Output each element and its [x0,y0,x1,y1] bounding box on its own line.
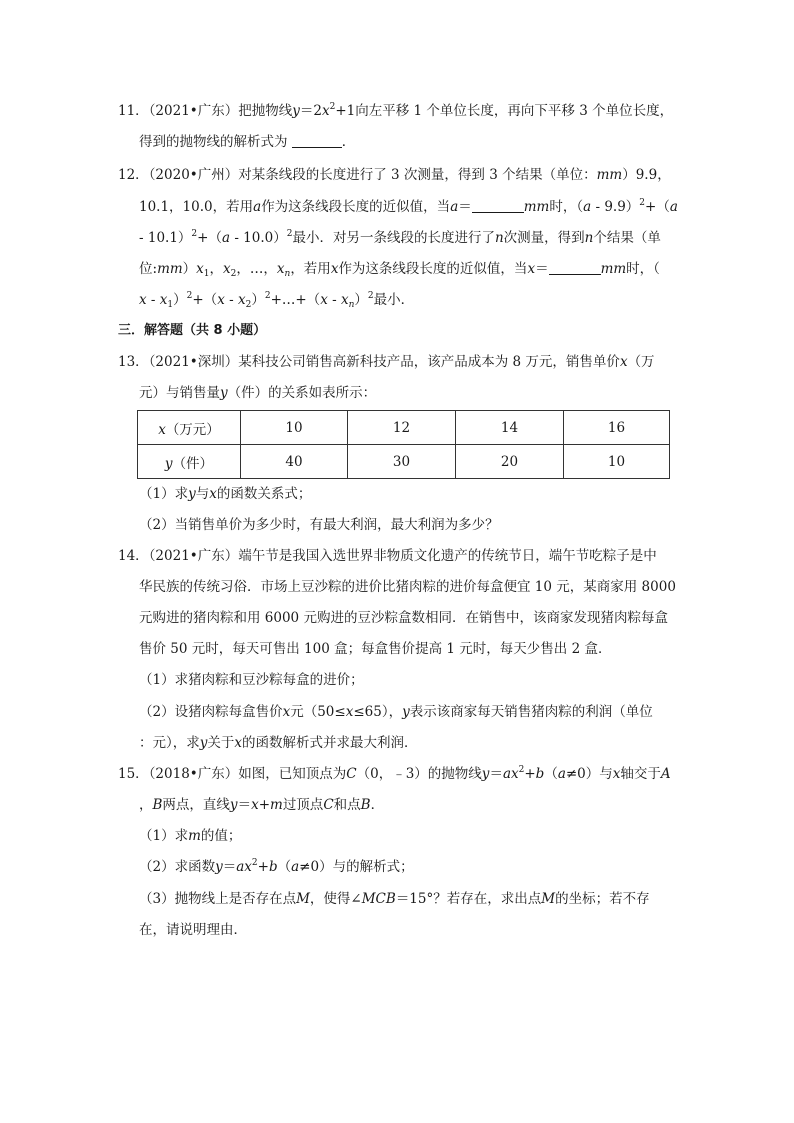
q15-part-3: （3）抛物线上是否存在点M，使得∠MCB＝15°？若存在，求出点M的坐标；若不存 [139,891,650,907]
table-cell: 10 [564,445,670,479]
q13-line-2: 元）与销售量y（件）的关系如表所示： [139,385,377,401]
q14-line-1: 14．（2021•广东）端午节是我国入选世界非物质文化遗产的传统节日，端午节吃粽子是中 [118,548,657,564]
table-header-y: y（件） [138,445,241,479]
q15-part-1: （1）求m的值； [139,828,242,844]
q15-source: （2018•广东） [148,766,239,782]
table-cell: 40 [241,445,348,479]
q14-part-2: （2）设猪肉粽每盒售价x元（50≤x≤65），y表示该商家每天销售猪肉粽的利润（单位 [139,704,653,720]
q15-part-3-cont: 在，请说明理由． [139,922,247,938]
q14-source: （2021•广东） [148,548,239,564]
q15-part-2: （2）求函数$y=ax^2+b(a\ne 0)$与的解析式； [139,858,414,875]
q11-line-2: 得到的抛物线的解析式为 ． [139,134,356,150]
q14-line-2: 华民族的传统习俗．市场上豆沙粽的进价比猪肉粽的进价每盒便宜 10 元，某商家用 8000 [139,579,676,595]
q12-line-2: 10.1，10.0，若用a作为这条线段长度的近似值，当a＝ mm时，（a - 9.9）$^2$+（a [139,198,678,215]
q14-part-2-cont: ：元），求y关于x的函数解析式并求最大利润． [139,735,418,751]
q15-line-2: ，B两点，直线y＝x+m过顶点C和点B． [139,797,385,813]
table-cell: 14 [456,411,564,445]
q15-line-1: 15．（2018•广东）如图，已知顶点为C（0，﹣3）的抛物线$y=ax^2+b(a\ne 0)$与x轴交于A [118,765,671,782]
q14-line-3: 元购进的猪肉粽和用 6000 元购进的豆沙粽盒数相同．在销售中，该商家发现猪肉粽每盒 [139,610,668,626]
q12-number: 12． [118,167,149,183]
table-header-x: x（万元） [138,411,241,445]
q12-answer-blank-a[interactable] [472,212,524,213]
price-sales-table [137,410,670,479]
q12-line-1: 12．（2020•广州）对某条线段的长度进行了 3 次测量，得到 3 个结果（单位：mm）9.9， [118,167,671,183]
table-cell: 10 [241,411,348,445]
table-cell: 16 [564,411,670,445]
table-row [138,411,670,445]
q13-line-1: 13．（2021•深圳）某科技公司销售高新科技产品，该产品成本为 8 万元，销售单价x（万 [118,354,655,370]
q12-line-4: 位$:mm)x_1$，$x_2$，…，$x_n$，若用x作为这条线段长度的近似值，当x＝ mm时，（ [139,261,660,279]
q13-part-2: （2）当销售单价为多少时，有最大利润，最大利润为多少？ [139,517,499,533]
q13-source: （2021•深圳） [148,354,239,370]
q11-line-1: 11．（2021•广东）把抛物线$y=2x^2+1$向左平移 1 个单位长度，再向下平移 3 个单位长度， [118,102,674,119]
q11-source: （2021•广东） [148,103,239,119]
table-row [138,445,670,479]
table-cell: 20 [456,445,564,479]
q14-part-1: （1）求猪肉粽和豆沙粽每盒的进价； [139,672,364,688]
q13-part-1: （1）求y与x的函数关系式； [139,486,312,502]
table-cell: 30 [348,445,456,479]
q14-number: 14． [118,548,149,564]
q12-line-3: - 10.1）$^2$+（a - 10.0）$^2$最小．对另一条线段的长度进行了n次测量，得到n个结果（单 [139,229,661,246]
q12-source: （2020•广州） [148,167,239,183]
q14-line-4: 售价 50 元时，每天可售出 100 盒；每盒售价提高 1 元时，每天少售出 2 盒． [139,641,612,657]
q12-answer-blank-x[interactable] [549,274,601,275]
q12-line-5: $x - x_1)^2+(x$ - $x_2)^2+\dots+(x - x_n)^2$最小． [139,291,415,310]
q13-number: 13． [118,354,149,370]
section-heading: 三．解答题（共 8 小题） [118,323,267,338]
q15-number: 15． [118,766,149,782]
table-cell: 12 [348,411,456,445]
q11-answer-blank[interactable] [292,147,342,148]
q11-number: 11． [118,103,149,119]
